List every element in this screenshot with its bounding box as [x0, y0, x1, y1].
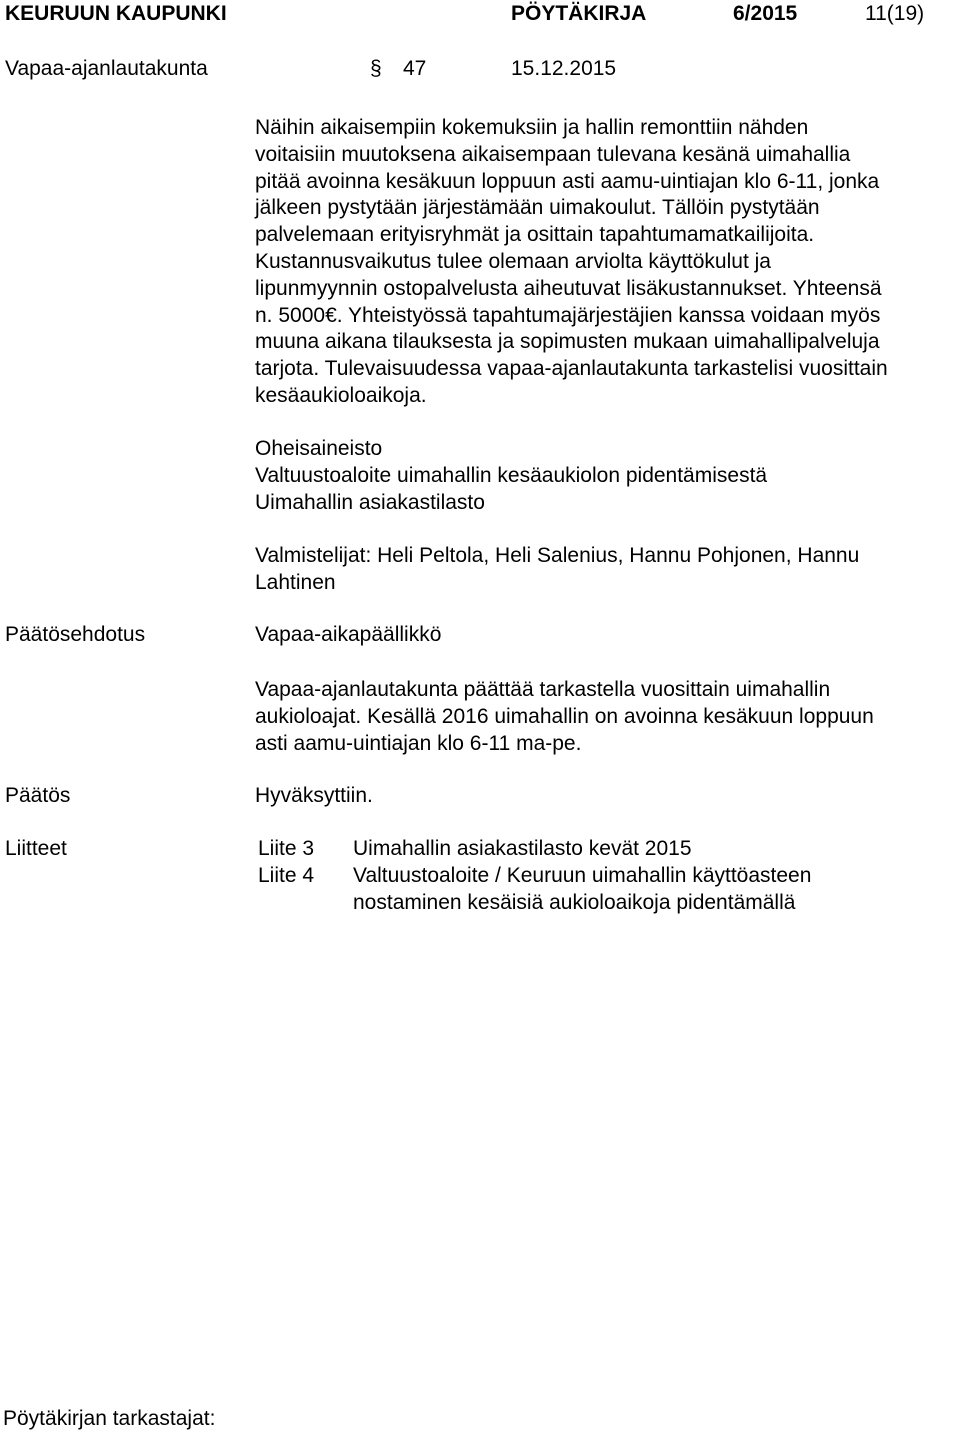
attachments-block — [255, 436, 955, 516]
preparers-block — [255, 543, 955, 597]
proposal-text — [255, 677, 955, 757]
org-name: KEURUUN KAUPUNKI — [5, 2, 227, 25]
main-paragraph — [255, 115, 955, 410]
paragraph-line: jälkeen pystytään järjestämään uimakoulut. Tällöin pystytään — [255, 196, 820, 220]
meeting-date: 15.12.2015 — [511, 57, 617, 80]
doc-type: PÖYTÄKIRJA — [511, 2, 647, 25]
attachments-heading: Oheisaineisto — [255, 437, 383, 460]
paragraph-line: Kustannusvaikutus tulee olemaan arviolta käyttökulut ja — [255, 249, 771, 273]
paragraph-line: muuna aikana tilauksesta ja sopimusten mukaan uimahallipalveluja — [255, 330, 880, 354]
section-symbol: § — [370, 57, 382, 80]
appendix-title: Valtuustoaloite / Keuruun uimahallin käyttöasteen — [353, 864, 812, 887]
preparers-line: Valmistelijat: Heli Peltola, Heli Salenius, Hannu Pohjonen, Hannu — [255, 544, 860, 567]
proposal-line: Vapaa-ajanlautakunta päättää tarkastella vuosittain uimahallin — [255, 678, 831, 701]
appendix-id: Liite 3 — [258, 837, 315, 860]
section-number: 47 — [403, 57, 427, 80]
page-number: 11(19) — [865, 2, 925, 25]
appendix-title: Uimahallin asiakastilasto kevät 2015 — [353, 837, 692, 860]
paragraph-line: kesäaukioloaikoja. — [255, 383, 427, 407]
doc-number: 6/2015 — [733, 2, 798, 25]
paragraph-line: tarjota. Tulevaisuudessa vapaa-ajanlautakunta tarkastelisi vuosittain — [255, 357, 888, 381]
proposal-label: Päätösehdotus — [5, 623, 146, 646]
preparers-line: Lahtinen — [255, 570, 336, 594]
paragraph-line: Näihin aikaisempiin kokemuksiin ja hallin remonttiin nähden — [255, 116, 809, 139]
attachment-item: Uimahallin asiakastilasto — [255, 490, 485, 514]
paragraph-line: palvelemaan erityisryhmät ja osittain tapahtumamatkailijoita. — [255, 223, 815, 247]
paragraph-line: n. 5000€. Yhteistyössä tapahtumajärjestäjien kanssa voidaan myös — [255, 303, 881, 327]
paragraph-line: lipunmyynnin ostopalvelusta aiheutuvat lisäkustannukset. Yhteensä — [255, 276, 882, 300]
paragraph-line: pitää avoinna kesäkuun loppuun asti aamu-uintiajan klo 6-11, jonka — [255, 169, 880, 193]
proposal-line: aukioloajat. Kesällä 2016 uimahallin on avoinna kesäkuun loppuun — [255, 704, 874, 728]
decision-label: Päätös — [5, 784, 71, 807]
appendix-id: Liite 4 — [258, 864, 315, 887]
board-name: Vapaa-ajanlautakunta — [5, 57, 208, 80]
proposal-proposer: Vapaa-aikapäällikkö — [255, 623, 442, 646]
proposal-line: asti aamu-uintiajan klo 6-11 ma-pe. — [255, 731, 582, 755]
decision-text: Hyväksyttiin. — [255, 784, 373, 807]
reviewers-label: Pöytäkirjan tarkastajat: — [3, 1407, 216, 1430]
paragraph-line: voitaisiin muutoksena aikaisempaan tulevana kesänä uimahallia — [255, 142, 851, 166]
attachment-item: Valtuustoaloite uimahallin kesäaukiolon pidentämisestä — [255, 463, 768, 487]
appendix-title: nostaminen kesäisiä aukioloaikoja pidentämällä — [353, 891, 796, 914]
appendices-label: Liitteet — [5, 837, 67, 860]
